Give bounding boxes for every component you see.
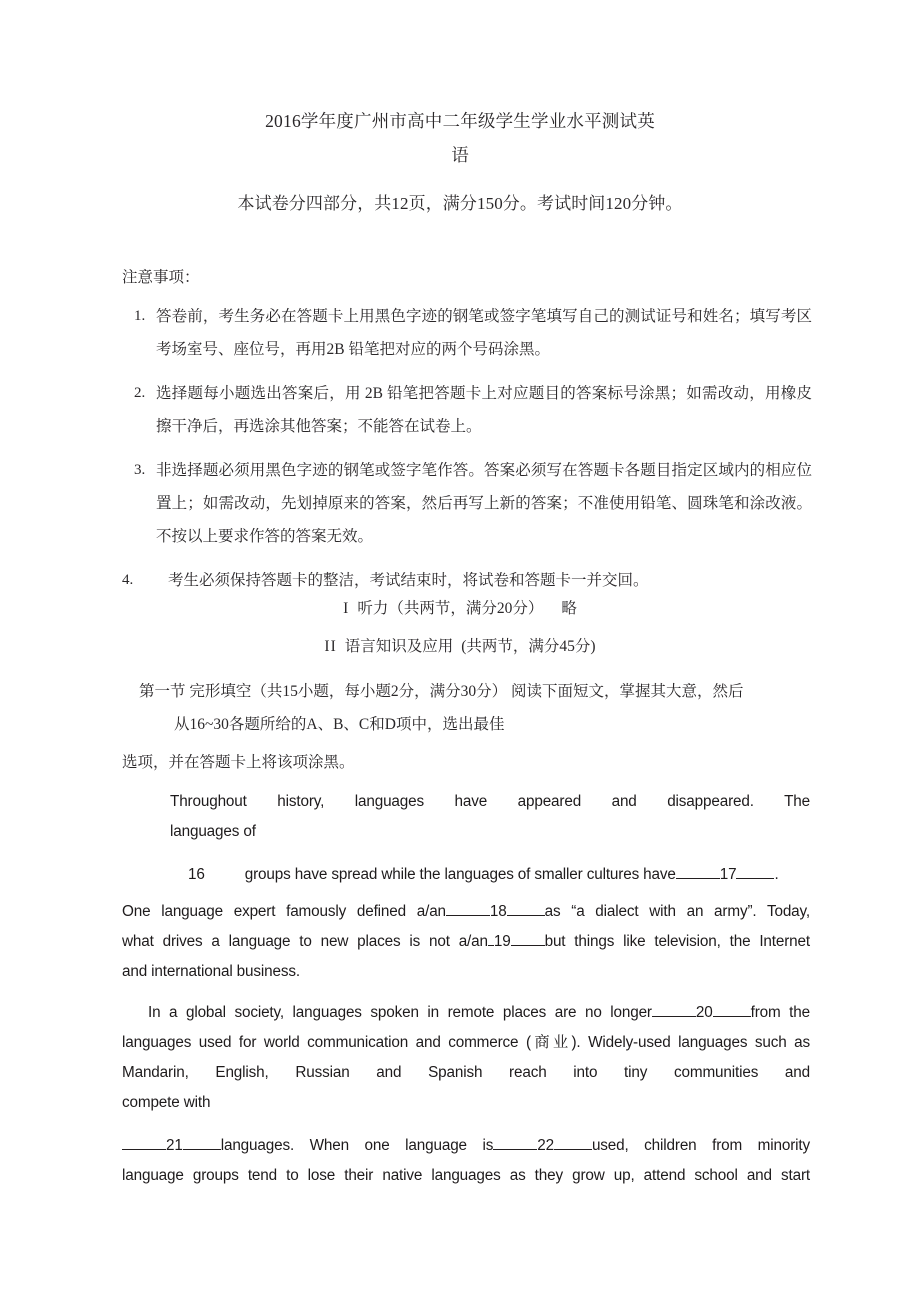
answer-blank-line [713, 1016, 751, 1017]
blank-number-17: 17 [719, 866, 737, 883]
passage-line: language groups tend to lose their native languages as they grow up, attend school and start [122, 1167, 810, 1184]
passage-text: what drives a language to new places is not a/an [122, 933, 488, 950]
notice-list [122, 300, 812, 608]
answer-blank-line [122, 1149, 166, 1150]
passage-line [122, 1131, 810, 1161]
blank-number-18: 18 [489, 903, 507, 920]
notice-item-text: 考生必须保持答题卡的整洁，考试结束时，将试卷和答题卡一并交回。 [168, 572, 649, 589]
section-numeral-ii: II [324, 638, 337, 655]
passage-text: In a global society, languages spoken in remote places are no longer [148, 1004, 652, 1021]
passage-line: and international business. [122, 963, 300, 980]
cloze-passage [122, 787, 810, 1191]
exam-subtitle: 本试卷分四部分，共12页，满分150分。考试时间120分钟。 [237, 194, 683, 213]
page-title-line-1: 2016学年度广州市高中二年级学生学业水平测试英 [265, 111, 655, 131]
part-one-line-2: 从16~30各题所给的A、B、C和D项中，选出最佳 [174, 716, 505, 733]
passage-line [122, 897, 810, 927]
answer-blank-line [652, 1016, 696, 1017]
passage-text: as “a dialect with an army”. Today, [544, 903, 810, 920]
passage-text: groups have spread while the languages of smaller cultures have [244, 866, 676, 883]
passage-line: Mandarin, English, Russian and Spanish reach into tiny communities and [122, 1064, 810, 1081]
passage-line [122, 998, 810, 1028]
notice-item [122, 300, 812, 366]
notice-item-number: 4. [122, 572, 134, 588]
passage-paragraph-4 [122, 998, 810, 1118]
notice-item-text: 非选择题必须用黑色字迹的钢笔或签字笔作答。答案必须写在答题卡各题目指定区域内的相应位置上；如需改动，先划掉原来的答案，然后再写上新的答案；不准使用铅笔、圆珠笔和涂改液。不按以上要求作答的答案无效。 [156, 462, 812, 545]
answer-blank-line [676, 878, 720, 879]
notice-heading: 注意事项： [122, 269, 200, 286]
answer-blank-line [511, 945, 545, 946]
section-numeral-i: I [343, 600, 350, 617]
section-heading-listening [0, 596, 920, 622]
section-title-language-knowledge: 语言知识及应用 [344, 638, 454, 655]
part-one-instructions [122, 675, 810, 779]
section-heading-language-knowledge [0, 634, 920, 660]
passage-paragraph-1 [122, 787, 810, 847]
notice-item-number: 3. [134, 462, 146, 478]
passage-text: used, children from minority [591, 1137, 810, 1154]
passage-paragraph-5 [122, 1131, 810, 1191]
answer-blank-line [446, 915, 490, 916]
passage-paragraph-2 [122, 860, 810, 890]
answer-blank-line [507, 915, 545, 916]
section-title-listening: 听力（共两节，满分20分） [357, 600, 544, 617]
passage-text: from the [750, 1004, 810, 1021]
notice-item [122, 564, 812, 597]
passage-text: languages. When one language is [220, 1137, 494, 1154]
blank-number-22: 22 [537, 1137, 554, 1154]
passage-line [122, 927, 810, 957]
part-one-line-1: 第一节 完形填空（共15小题，每小题2分，满分30分） 阅读下面短文，掌握其大意，然后 [139, 683, 744, 700]
document-title-block [0, 104, 920, 219]
blank-number-19: 19 [493, 933, 511, 950]
notice-item-text: 选择题每小题选出答案后，用 2B 铅笔把答题卡上对应题目的答案标号涂黑；如需改动，用橡皮擦干净后，再选涂其他答案；不能答在试卷上。 [156, 385, 812, 435]
blank-number-16: 16 [188, 866, 205, 883]
passage-line: compete with [122, 1094, 211, 1111]
section-note-listening: 略 [561, 600, 577, 617]
section-detail-language-knowledge: (共两节，满分45分) [461, 638, 596, 655]
answer-blank-line [493, 1149, 537, 1150]
blank-number-20: 20 [695, 1004, 713, 1021]
notice-item-number: 1. [134, 308, 146, 324]
notice-item [122, 377, 812, 443]
passage-text: . [774, 866, 779, 883]
passage-line [122, 860, 810, 890]
notice-item-text: 答卷前，考生务必在答题卡上用黑色字迹的钢笔或签字笔填写自己的测试证号和姓名；填写考区考场室号、座位号，再用2B 铅笔把对应的两个号码涂黑。 [156, 308, 812, 358]
notice-item-number: 2. [134, 385, 146, 401]
passage-text: One language expert famously defined a/an [122, 903, 446, 920]
blank-number-21: 21 [166, 1137, 183, 1154]
answer-blank-line [736, 878, 774, 879]
part-one-line-3: 选项，并在答题卡上将该项涂黑。 [122, 754, 355, 771]
answer-blank-line [183, 1149, 221, 1150]
page-title-line-2: 语 [451, 145, 469, 165]
passage-line: languages used for world communication and commerce (商业). Widely-used languages such as [122, 1034, 810, 1051]
passage-line: Throughout history, languages have appeared and disappeared. The [170, 793, 810, 810]
passage-line: languages of [170, 823, 256, 840]
passage-paragraph-3 [122, 897, 810, 987]
answer-blank-line [554, 1149, 592, 1150]
passage-text: but things like television, the Internet [544, 933, 810, 950]
notice-item [122, 454, 812, 553]
